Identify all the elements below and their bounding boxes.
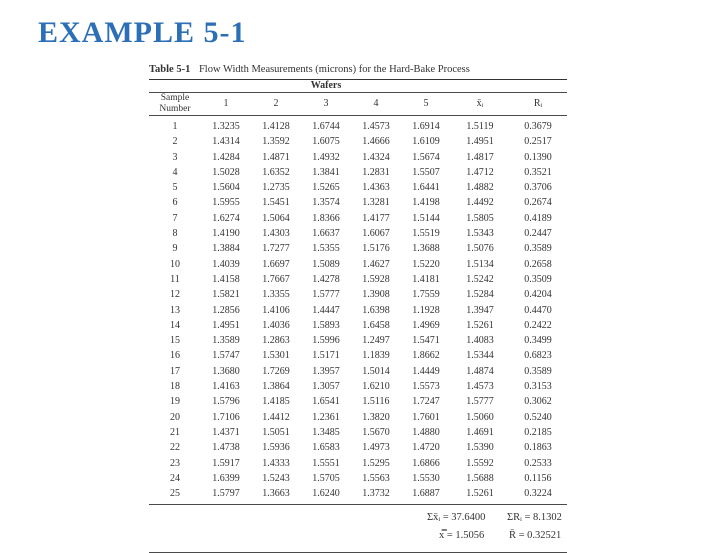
- wafer-2-cell: 1.5051: [262, 426, 290, 438]
- sample-number-cell: 24: [170, 472, 180, 484]
- wafer-4-cell: 1.6210: [362, 381, 390, 393]
- range-cell: 0.4189: [524, 212, 552, 224]
- sample-number-cell: 17: [170, 365, 180, 377]
- wafer-5-cell: 1.7559: [412, 289, 440, 301]
- table-row: [149, 364, 567, 379]
- table-row: [149, 348, 567, 363]
- wafers-header: Wafers: [201, 80, 451, 93]
- range-cell: 0.3589: [524, 365, 552, 377]
- wafer-1-cell: 1.6399: [212, 472, 240, 484]
- sample-mean-cell: 1.5805: [466, 212, 494, 224]
- sample-mean-cell: 1.5344: [466, 350, 494, 362]
- sample-mean-cell: 1.5261: [466, 319, 494, 331]
- range-cell: 0.4204: [524, 289, 552, 301]
- wafer-1-cell: 1.7106: [212, 411, 240, 423]
- wafer-4-cell: 1.4973: [362, 442, 390, 454]
- wafer-2-cell: 1.4128: [262, 121, 290, 132]
- wafer-3-cell: 1.6075: [312, 136, 340, 148]
- table-body: [149, 116, 567, 502]
- table-row: [149, 318, 567, 333]
- wafer-2-cell: 1.5064: [262, 212, 290, 224]
- wafer-1-cell: 1.5604: [212, 182, 240, 194]
- wafer-2-cell: 1.3592: [262, 136, 290, 148]
- table-caption: [149, 64, 567, 75]
- sample-mean-cell: 1.5134: [466, 258, 494, 270]
- range-cell: 0.2185: [524, 426, 552, 438]
- wafer-3-cell: 1.2361: [312, 411, 340, 423]
- sample-mean-cell: 1.5261: [466, 488, 494, 500]
- wafer-1-cell: 1.4371: [212, 426, 240, 438]
- wafer-3-cell: 1.5265: [312, 182, 340, 194]
- wafer-2-cell: 1.3663: [262, 488, 290, 500]
- wafer-1-cell: 1.6274: [212, 212, 240, 224]
- wafer-5-cell: 1.3688: [412, 243, 440, 255]
- wafer-4-cell: 1.3820: [362, 411, 390, 423]
- wafer-3-cell: 1.3841: [312, 166, 340, 178]
- range-cell: 0.2658: [524, 258, 552, 270]
- wafer-3-cell: 1.4447: [312, 304, 340, 316]
- range-cell: 0.2517: [524, 136, 552, 148]
- wafer-4-cell: 1.4324: [362, 151, 390, 163]
- sample-mean-cell: 1.5284: [466, 289, 494, 301]
- wafer-3-cell: 1.4278: [312, 273, 340, 285]
- wafer-1-cell: 1.5028: [212, 166, 240, 178]
- wafer-3-cell: 1.3485: [312, 426, 340, 438]
- column-header-wafer-1: 1: [201, 93, 251, 116]
- wafer-3-cell: 1.6541: [312, 396, 340, 408]
- totals-rule: [149, 504, 567, 505]
- range-cell: 0.2533: [524, 457, 552, 469]
- wafer-3-cell: 1.6240: [312, 488, 340, 500]
- table-row: [149, 440, 567, 455]
- sample-mean-cell: 1.5242: [466, 273, 494, 285]
- wafer-5-cell: 1.4181: [412, 273, 440, 285]
- table-row: [149, 287, 567, 302]
- wafer-4-cell: 1.1839: [362, 350, 390, 362]
- wafer-2-cell: 1.6697: [262, 258, 290, 270]
- wafer-3-cell: 1.5996: [312, 335, 340, 347]
- table-tag: Table 5-1: [149, 64, 191, 75]
- sample-number-cell: 8: [172, 228, 178, 240]
- wafer-4-cell: 1.6398: [362, 304, 390, 316]
- wafer-4-cell: 1.3908: [362, 289, 390, 301]
- wafer-3-cell: 1.5705: [312, 472, 340, 484]
- wafer-1-cell: 1.4284: [212, 151, 240, 163]
- table-row: [149, 195, 567, 210]
- wafer-4-cell: 1.4666: [362, 136, 390, 148]
- sample-number-cell: 2: [172, 136, 178, 148]
- range-cell: 0.2422: [524, 319, 552, 331]
- wafer-2-cell: 1.5243: [262, 472, 290, 484]
- sample-mean-cell: 1.4691: [466, 426, 494, 438]
- data-table-panel: [149, 64, 567, 553]
- table-row: [149, 272, 567, 287]
- sample-mean-cell: 1.5076: [466, 243, 494, 255]
- range-cell: 0.2674: [524, 197, 552, 209]
- sample-mean-cell: 1.4951: [466, 136, 494, 148]
- sample-number-cell: 10: [170, 258, 180, 270]
- range-cell: 0.3589: [524, 243, 552, 255]
- sample-number-header-top: [149, 80, 201, 93]
- wafer-3-cell: 1.4932: [312, 151, 340, 163]
- wafer-4-cell: 1.5014: [362, 365, 390, 377]
- wafer-5-cell: 1.1928: [412, 304, 440, 316]
- wafer-2-cell: 1.4871: [262, 151, 290, 163]
- wafer-4-cell: 1.5116: [362, 396, 390, 408]
- wafer-1-cell: 1.3589: [212, 335, 240, 347]
- wafer-1-cell: 1.4190: [212, 228, 240, 240]
- sample-mean-cell: 1.4817: [466, 151, 494, 163]
- wafer-5-cell: 1.5573: [412, 381, 440, 393]
- wafer-5-cell: 1.5530: [412, 472, 440, 484]
- wafer-1-cell: 1.5917: [212, 457, 240, 469]
- range-cell: 0.3062: [524, 396, 552, 408]
- wafer-4-cell: 1.3281: [362, 197, 390, 209]
- wafer-2-cell: 1.4185: [262, 396, 290, 408]
- range-cell: 0.3521: [524, 166, 552, 178]
- sample-mean-cell: 1.5119: [466, 121, 494, 132]
- range-cell: 0.3499: [524, 335, 552, 347]
- wafer-1-cell: 1.3235: [212, 121, 240, 132]
- sample-number-cell: 25: [170, 488, 180, 500]
- wafer-2-cell: 1.4303: [262, 228, 290, 240]
- wafer-5-cell: 1.7601: [412, 411, 440, 423]
- column-header-sample-number: Sample Number: [149, 93, 201, 116]
- grand-mean: x̿ = 1.5056: [439, 530, 485, 542]
- table-row: [149, 211, 567, 226]
- wafer-2-cell: 1.7277: [262, 243, 290, 255]
- sample-number-cell: 1: [172, 121, 178, 132]
- wafer-1-cell: 1.5797: [212, 488, 240, 500]
- wafer-4-cell: 1.4363: [362, 182, 390, 194]
- range-cell: 0.3224: [524, 488, 552, 500]
- sample-number-cell: 18: [170, 381, 180, 393]
- wafer-2-cell: 1.5936: [262, 442, 290, 454]
- sample-mean-cell: 1.5390: [466, 442, 494, 454]
- wafer-1-cell: 1.5796: [212, 396, 240, 408]
- wafer-2-cell: 1.2735: [262, 182, 290, 194]
- sample-number-cell: 4: [172, 166, 178, 178]
- column-header-wafer-2: 2: [251, 93, 301, 116]
- table-row: [149, 257, 567, 272]
- table-row: [149, 134, 567, 149]
- sample-mean-cell: 1.4874: [466, 365, 494, 377]
- sample-number-cell: 11: [170, 273, 180, 285]
- wafer-5-cell: 1.4449: [412, 365, 440, 377]
- column-header-wafer-3: 3: [301, 93, 351, 116]
- wafer-3-cell: 1.5777: [312, 289, 340, 301]
- table-row: [149, 150, 567, 165]
- wafer-2-cell: 1.3864: [262, 381, 290, 393]
- table-row: [149, 165, 567, 180]
- wafer-4-cell: 1.5295: [362, 457, 390, 469]
- table-row: [149, 333, 567, 348]
- wafer-4-cell: 1.2497: [362, 335, 390, 347]
- table-row: [149, 456, 567, 471]
- table-caption-text: Flow Width Measurements (microns) for the Hard-Bake Process: [198, 64, 470, 75]
- wafer-2-cell: 1.5451: [262, 197, 290, 209]
- wafer-1-cell: 1.4738: [212, 442, 240, 454]
- wafer-5-cell: 1.5519: [412, 228, 440, 240]
- wafer-4-cell: 1.4627: [362, 258, 390, 270]
- wafer-5-cell: 1.8662: [412, 350, 440, 362]
- sample-number-cell: 20: [170, 411, 180, 423]
- wafer-3-cell: 1.6744: [312, 121, 340, 132]
- wafer-3-cell: 1.5355: [312, 243, 340, 255]
- wafer-5-cell: 1.5144: [412, 212, 440, 224]
- wafer-4-cell: 1.6458: [362, 319, 390, 331]
- range-cell: 0.3679: [524, 121, 552, 132]
- range-cell: 0.1156: [524, 472, 552, 484]
- sample-number-cell: 15: [170, 335, 180, 347]
- column-header-wafer-4: 4: [351, 93, 401, 116]
- range-cell: 0.1863: [524, 442, 552, 454]
- wafer-2-cell: 1.2863: [262, 335, 290, 347]
- wafer-5-cell: 1.5507: [412, 166, 440, 178]
- sample-mean-cell: 1.5343: [466, 228, 494, 240]
- wafer-2-cell: 1.3355: [262, 289, 290, 301]
- sample-number-cell: 3: [172, 151, 178, 163]
- wafer-3-cell: 1.6583: [312, 442, 340, 454]
- table-row: [149, 486, 567, 501]
- table-row: [149, 241, 567, 256]
- sample-number-cell: 12: [170, 289, 180, 301]
- sum-of-ranges: ΣRᵢ = 8.1302: [507, 512, 562, 524]
- wafer-5-cell: 1.4880: [412, 426, 440, 438]
- wafer-5-cell: 1.4969: [412, 319, 440, 331]
- wafer-4-cell: 1.6067: [362, 228, 390, 240]
- wafer-4-cell: 1.5563: [362, 472, 390, 484]
- sample-number-cell: 9: [172, 243, 178, 255]
- sample-mean-cell: 1.5688: [466, 472, 494, 484]
- range-cell: 0.3509: [524, 273, 552, 285]
- table-row: [149, 379, 567, 394]
- table-row: [149, 226, 567, 241]
- wafer-1-cell: 1.4951: [212, 319, 240, 331]
- wafer-3-cell: 1.3574: [312, 197, 340, 209]
- range-cell: 0.2447: [524, 228, 552, 240]
- wafer-4-cell: 1.2831: [362, 166, 390, 178]
- wafer-2-cell: 1.4036: [262, 319, 290, 331]
- wafer-4-cell: 1.4573: [362, 121, 390, 132]
- wafer-4-cell: 1.3732: [362, 488, 390, 500]
- range-cell: 0.3706: [524, 182, 552, 194]
- table-row: [149, 180, 567, 195]
- table-row: [149, 410, 567, 425]
- table-row: [149, 394, 567, 409]
- sample-mean-cell: 1.3947: [466, 304, 494, 316]
- wafer-1-cell: 1.3680: [212, 365, 240, 377]
- sample-mean-cell: 1.4882: [466, 182, 494, 194]
- wafer-2-cell: 1.4106: [262, 304, 290, 316]
- sample-number-cell: 5: [172, 182, 178, 194]
- wafer-3-cell: 1.3957: [312, 365, 340, 377]
- column-header-range: Rᵢ: [509, 93, 567, 116]
- wafer-2-cell: 1.7269: [262, 365, 290, 377]
- sample-number-cell: 16: [170, 350, 180, 362]
- wafer-2-cell: 1.5301: [262, 350, 290, 362]
- range-cell: 0.3153: [524, 381, 552, 393]
- wafer-2-cell: 1.6352: [262, 166, 290, 178]
- table-row: [149, 116, 567, 135]
- wafer-1-cell: 1.5821: [212, 289, 240, 301]
- wafer-3-cell: 1.5551: [312, 457, 340, 469]
- column-header-wafer-5: 5: [401, 93, 451, 116]
- wafer-1-cell: 1.4039: [212, 258, 240, 270]
- wafer-3-cell: 1.5089: [312, 258, 340, 270]
- sample-mean-cell: 1.4573: [466, 381, 494, 393]
- range-cell: 0.1390: [524, 151, 552, 163]
- sample-number-cell: 7: [172, 212, 178, 224]
- table-row: [149, 471, 567, 486]
- wafer-2-cell: 1.7667: [262, 273, 290, 285]
- sample-number-cell: 23: [170, 457, 180, 469]
- wafer-4-cell: 1.4177: [362, 212, 390, 224]
- range-cell: 0.6823: [524, 350, 552, 362]
- sample-mean-cell: 1.4712: [466, 166, 494, 178]
- sample-mean-cell: 1.5777: [466, 396, 494, 408]
- wafer-1-cell: 1.5955: [212, 197, 240, 209]
- wafer-3-cell: 1.6637: [312, 228, 340, 240]
- sample-number-cell: 6: [172, 197, 178, 209]
- table-row: [149, 303, 567, 318]
- wafer-5-cell: 1.4198: [412, 197, 440, 209]
- sample-mean-cell: 1.5060: [466, 411, 494, 423]
- sum-of-means: Σx̄ᵢ = 37.6400: [427, 512, 486, 524]
- wafer-5-cell: 1.5674: [412, 151, 440, 163]
- wafer-3-cell: 1.5171: [312, 350, 340, 362]
- sample-number-cell: 19: [170, 396, 180, 408]
- wafer-3-cell: 1.8366: [312, 212, 340, 224]
- range-cell: 0.4470: [524, 304, 552, 316]
- wafer-2-cell: 1.4412: [262, 411, 290, 423]
- column-header-sample-mean: x̄ᵢ: [451, 93, 509, 116]
- wafer-1-cell: 1.4314: [212, 136, 240, 148]
- wafer-1-cell: 1.5747: [212, 350, 240, 362]
- summary-statistics: [149, 510, 567, 550]
- wafer-5-cell: 1.6109: [412, 136, 440, 148]
- wafer-4-cell: 1.5928: [362, 273, 390, 285]
- sample-mean-cell: 1.4083: [466, 335, 494, 347]
- wafer-5-cell: 1.6441: [412, 182, 440, 194]
- wafer-5-cell: 1.6914: [412, 121, 440, 132]
- wafer-5-cell: 1.6887: [412, 488, 440, 500]
- wafer-5-cell: 1.7247: [412, 396, 440, 408]
- average-range: R̄ = 0.32521: [509, 530, 562, 542]
- wafer-1-cell: 1.3884: [212, 243, 240, 255]
- wafer-5-cell: 1.4720: [412, 442, 440, 454]
- sample-number-cell: 14: [170, 319, 180, 331]
- wafer-1-cell: 1.4163: [212, 381, 240, 393]
- table-row: [149, 425, 567, 440]
- wafer-4-cell: 1.5670: [362, 426, 390, 438]
- measurements-table: [149, 80, 567, 501]
- sample-number-cell: 22: [170, 442, 180, 454]
- sample-mean-cell: 1.5592: [466, 457, 494, 469]
- wafer-5-cell: 1.6866: [412, 457, 440, 469]
- wafer-4-cell: 1.5176: [362, 243, 390, 255]
- range-cell: 0.5240: [524, 411, 552, 423]
- wafer-5-cell: 1.5220: [412, 258, 440, 270]
- sample-mean-cell: 1.4492: [466, 197, 494, 209]
- wafer-3-cell: 1.5893: [312, 319, 340, 331]
- wafer-5-cell: 1.5471: [412, 335, 440, 347]
- sample-number-cell: 21: [170, 426, 180, 438]
- wafer-3-cell: 1.3057: [312, 381, 340, 393]
- wafer-1-cell: 1.2856: [212, 304, 240, 316]
- slide-title: EXAMPLE 5-1: [38, 16, 247, 49]
- wafer-1-cell: 1.4158: [212, 273, 240, 285]
- wafer-2-cell: 1.4333: [262, 457, 290, 469]
- sample-number-cell: 13: [170, 304, 180, 316]
